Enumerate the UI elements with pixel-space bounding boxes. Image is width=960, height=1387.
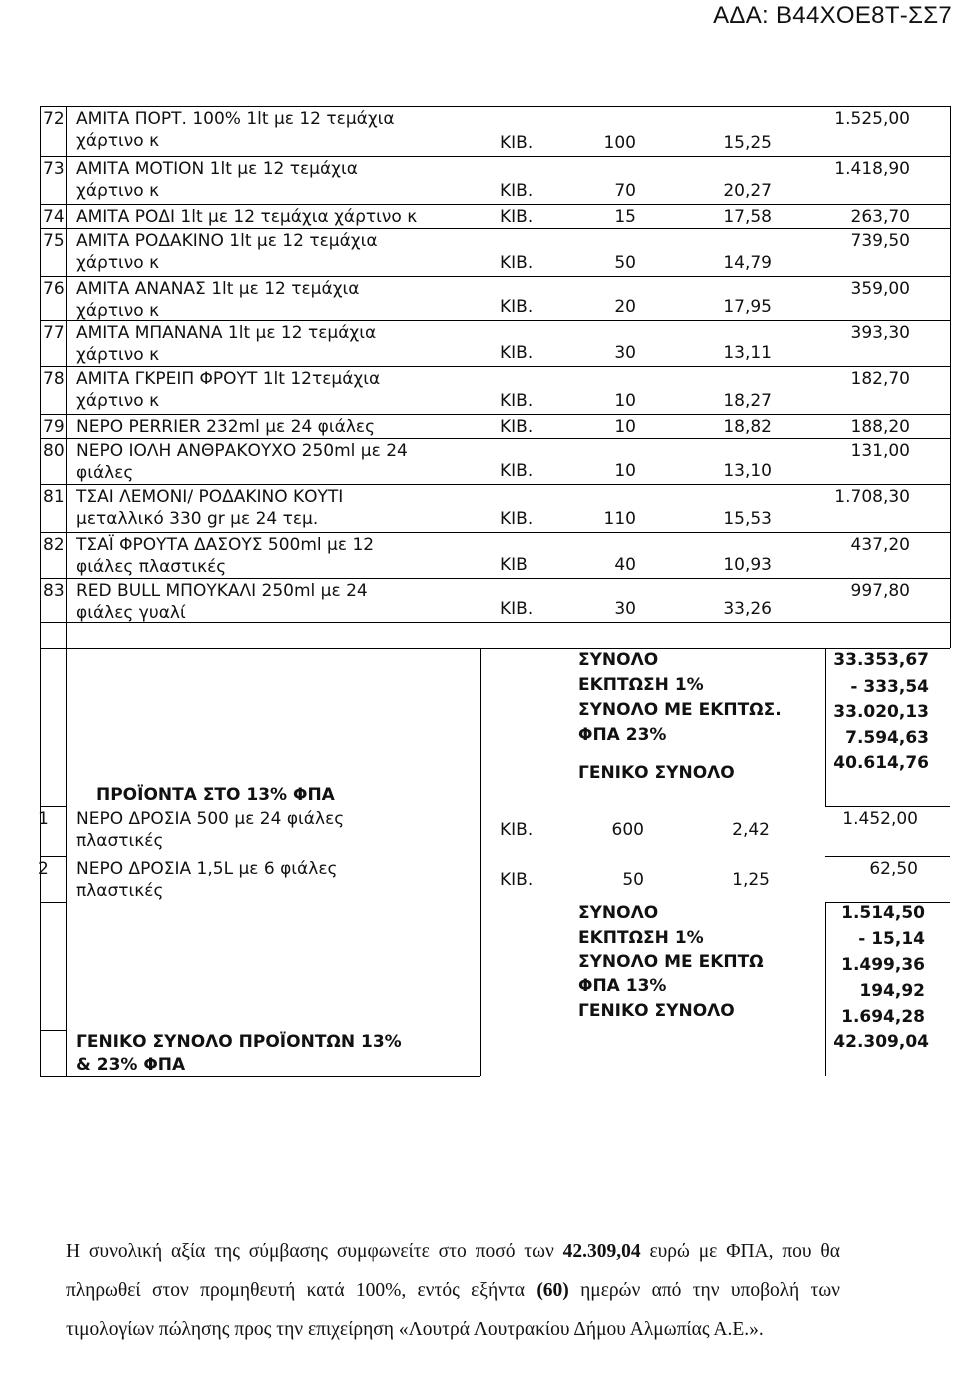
row-price: 18,82: [723, 417, 772, 437]
row-total: 263,70: [850, 207, 910, 227]
row-description: ΑΜΙΤΑ ΑΝΑΝΑΣ 1lt με 12 τεμάχια: [76, 279, 360, 299]
row-quantity: 10: [614, 417, 636, 437]
row-unit: ΚΙΒ.: [500, 133, 534, 153]
row-divider: [40, 366, 950, 367]
row-price: 13,10: [723, 461, 772, 481]
ada-header: ΑΔΑ: Β44ΧΟΕ8Τ-ΣΣ7: [713, 2, 952, 29]
row-total: 739,50: [850, 231, 910, 251]
row-divider: [40, 156, 950, 157]
row-total: 1.525,00: [834, 109, 910, 129]
row-divider: [40, 1030, 66, 1031]
row-description: ΤΣΑΙ ΛΕΜΟΝΙ/ ΡΟΔΑΚΙΝΟ ΚΟΥΤΙ: [76, 487, 344, 507]
summary23-value: 33.353,67: [833, 650, 929, 670]
summary23-value: - 333,54: [850, 677, 929, 697]
row-quantity: 30: [614, 599, 636, 619]
summary23-label: ΦΠΑ 23%: [578, 725, 667, 745]
row-price: 1,25: [732, 870, 770, 890]
row-divider: [40, 578, 950, 579]
row-unit: ΚΙΒ.: [500, 509, 534, 529]
row-description: ΑΜΙΤΑ ΓΚΡΕΙΠ ΦΡΟΥΤ 1lt 12τεμάχια: [76, 369, 381, 389]
row-quantity: 110: [603, 509, 636, 529]
row-divider: [40, 276, 950, 277]
paragraph-after: ημερών από την υποβολή των τιμολογίων πώλησης προς την επιχείρηση «Λουτρά Λουτρακίου Δήμου Αλμωπίας Α.Ε.».: [66, 1280, 840, 1340]
column-divider: [480, 648, 481, 1076]
column-divider: [950, 106, 951, 648]
row-number: 72: [43, 109, 65, 129]
row-unit: ΚΙΒ.: [500, 391, 534, 411]
summary23-label: ΓΕΝΙΚΟ ΣΥΝΟΛΟ: [578, 763, 735, 783]
row-description: χάρτινο κ: [76, 345, 160, 365]
row-total: 393,30: [850, 323, 910, 343]
row-number: 77: [43, 323, 65, 343]
row-description: ΝΕΡΟ ΙΟΛΗ ΑΝΘΡΑΚΟΥΧΟ 250ml με 24: [76, 441, 408, 461]
row-description: φιάλες: [76, 463, 134, 483]
summary23-value: 40.614,76: [833, 753, 929, 773]
row-divider: [40, 106, 950, 107]
row-number: 81: [43, 487, 65, 507]
row-number: 75: [43, 231, 65, 251]
row-price: 17,95: [723, 297, 772, 317]
grand-total-label: & 23% ΦΠΑ: [76, 1055, 186, 1075]
summary23-label: ΕΚΠΤΩΣΗ 1%: [578, 675, 704, 695]
section13-heading: ΠΡΟΪΟΝΤΑ ΣΤΟ 13% ΦΠΑ: [96, 785, 335, 805]
row-unit: ΚΙΒ.: [500, 253, 534, 273]
row-quantity: 50: [614, 253, 636, 273]
row-total: 131,00: [850, 441, 910, 461]
summary13-value: - 15,14: [858, 929, 925, 949]
summary13-label: ΕΚΠΤΩΣΗ 1%: [578, 928, 704, 948]
row-price: 14,79: [723, 253, 772, 273]
row-divider: [40, 902, 66, 903]
row-divider: [825, 806, 950, 807]
row-quantity: 30: [614, 343, 636, 363]
row-price: 10,93: [723, 555, 772, 575]
row-quantity: 40: [614, 555, 636, 575]
row-total: 1.708,30: [834, 487, 910, 507]
paragraph-days: (60): [536, 1280, 569, 1301]
row-divider: [40, 1076, 480, 1077]
row-description: ΤΣΑΪ ΦΡΟΥΤΑ ΔΑΣΟΥΣ 500ml με 12: [76, 535, 375, 555]
row-unit: ΚΙΒ.: [500, 181, 534, 201]
summary13-label: ΣΥΝΟΛΟ: [578, 903, 659, 923]
row-total: 359,00: [850, 279, 910, 299]
row-description: ΑΜΙΤΑ ΜΠΑΝΑΝΑ 1lt με 12 τεμάχια: [76, 323, 377, 343]
row-unit: ΚΙΒ.: [500, 820, 534, 840]
row-description: ΝΕΡΟ ΔΡΟΣΙΑ 1,5L με 6 φιάλες: [76, 859, 338, 879]
column-divider: [66, 106, 67, 1076]
row-divider: [40, 228, 950, 229]
row-description: πλαστικές: [76, 881, 164, 901]
row-divider: [40, 204, 950, 205]
column-divider: [40, 106, 41, 1076]
row-price: 13,11: [723, 343, 772, 363]
row-quantity: 15: [614, 207, 636, 227]
row-description: μεταλλικό 330 gr με 24 τεμ.: [76, 509, 319, 529]
column-divider: [825, 648, 826, 806]
row-quantity: 100: [603, 133, 636, 153]
summary23-value: 7.594,63: [845, 728, 929, 748]
row-total: 62,50: [869, 859, 918, 879]
row-quantity: 50: [622, 870, 644, 890]
row-total: 1.452,00: [842, 809, 918, 829]
summary23-label: ΣΥΝΟΛΟ ΜΕ ΕΚΠΤΩΣ.: [578, 700, 782, 720]
summary13-label: ΦΠΑ 13%: [578, 976, 667, 996]
row-description: ΝΕΡΟ ΔΡΟΣΙΑ 500 με 24 φιάλες: [76, 809, 345, 829]
summary13-value: 194,92: [859, 981, 925, 1001]
row-quantity: 600: [611, 820, 644, 840]
row-quantity: 20: [614, 297, 636, 317]
row-quantity: 10: [614, 391, 636, 411]
row-number: 80: [43, 441, 65, 461]
summary13-value: 1.499,36: [841, 955, 925, 975]
grand-total-value: 42.309,04: [833, 1032, 929, 1052]
row-description: ΑΜΙΤΑ ΡΟΔΙ 1lt με 12 τεμάχια χάρτινο κ: [76, 207, 418, 227]
paragraph-amount: 42.309,04: [562, 1241, 641, 1262]
row-quantity: 70: [614, 181, 636, 201]
row-number: 78: [43, 369, 65, 389]
row-number: 79: [43, 417, 65, 437]
row-price: 18,27: [723, 391, 772, 411]
row-number: 1: [38, 809, 49, 829]
row-description: ΝΕΡΟ PERRIER 232ml με 24 φιάλες: [76, 417, 376, 437]
row-total: 182,70: [850, 369, 910, 389]
row-total: 437,20: [850, 535, 910, 555]
row-number: 74: [43, 207, 65, 227]
row-unit: ΚΙΒ.: [500, 417, 534, 437]
row-unit: ΚΙΒ.: [500, 870, 534, 890]
row-divider: [40, 438, 950, 439]
summary13-label: ΣΥΝΟΛΟ ΜΕ ΕΚΠΤΩ: [578, 952, 764, 972]
row-divider: [40, 806, 66, 807]
row-unit: ΚΙΒ.: [500, 297, 534, 317]
row-number: 2: [38, 859, 49, 879]
row-number: 82: [43, 535, 65, 555]
summary23-value: 33.020,13: [833, 702, 929, 722]
row-unit: ΚΙΒ.: [500, 461, 534, 481]
row-divider: [40, 532, 950, 533]
row-price: 15,53: [723, 509, 772, 529]
row-description: χάρτινο κ: [76, 131, 160, 151]
contract-paragraph: [66, 1232, 840, 1349]
summary13-value: 1.514,50: [841, 903, 925, 923]
paragraph-middle: ευρώ με ΦΠΑ, που θα πληρωθεί στον προμηθευτή κατά 100%, εντός εξήντα: [66, 1241, 840, 1301]
row-number: 83: [43, 581, 65, 601]
row-description: ΑΜΙΤΑ ΜΟΤΙΟΝ 1lt με 12 τεμάχια: [76, 159, 358, 179]
row-price: 20,27: [723, 181, 772, 201]
row-divider: [40, 856, 66, 857]
row-unit: ΚΙΒ.: [500, 207, 534, 227]
summary13-label: ΓΕΝΙΚΟ ΣΥΝΟΛΟ: [578, 1001, 735, 1021]
row-divider: [40, 648, 950, 649]
row-divider: [40, 484, 950, 485]
row-description: χάρτινο κ: [76, 181, 160, 201]
row-unit: ΚΙΒ: [500, 555, 528, 575]
row-description: χάρτινο κ: [76, 301, 160, 321]
row-divider: [40, 320, 950, 321]
row-description: φιάλες πλαστικές: [76, 557, 227, 577]
row-number: 73: [43, 159, 65, 179]
row-price: 2,42: [732, 820, 770, 840]
row-description: χάρτινο κ: [76, 253, 160, 273]
row-description: ΑΜΙΤΑ ΠΟΡΤ. 100% 1lt με 12 τεμάχια: [76, 109, 395, 129]
row-quantity: 10: [614, 461, 636, 481]
row-description: φιάλες γυαλί: [76, 603, 186, 623]
row-description: χάρτινο κ: [76, 391, 160, 411]
summary23-label: ΣΥΝΟΛΟ: [578, 650, 659, 670]
row-unit: ΚΙΒ.: [500, 343, 534, 363]
row-price: 15,25: [723, 133, 772, 153]
paragraph-before: Η συνολική αξία της σύμβασης συμφωνείτε στο ποσό των: [66, 1241, 563, 1262]
row-description: ΑΜΙΤΑ ΡΟΔΑΚΙΝΟ 1lt με 12 τεμάχια: [76, 231, 378, 251]
row-number: 76: [43, 279, 65, 299]
row-description: RED BULL ΜΠΟΥΚΑΛΙ 250ml με 24: [76, 581, 368, 601]
row-price: 17,58: [723, 207, 772, 227]
row-divider: [40, 414, 950, 415]
row-total: 188,20: [850, 417, 910, 437]
row-description: πλαστικές: [76, 831, 164, 851]
grand-total-label: ΓΕΝΙΚΟ ΣΥΝΟΛΟ ΠΡΟΪΟΝΤΩΝ 13%: [76, 1032, 402, 1052]
row-price: 33,26: [723, 599, 772, 619]
row-unit: ΚΙΒ.: [500, 599, 534, 619]
row-total: 1.418,90: [834, 159, 910, 179]
summary13-value: 1.694,28: [841, 1007, 925, 1027]
row-total: 997,80: [850, 581, 910, 601]
row-divider: [825, 856, 950, 857]
